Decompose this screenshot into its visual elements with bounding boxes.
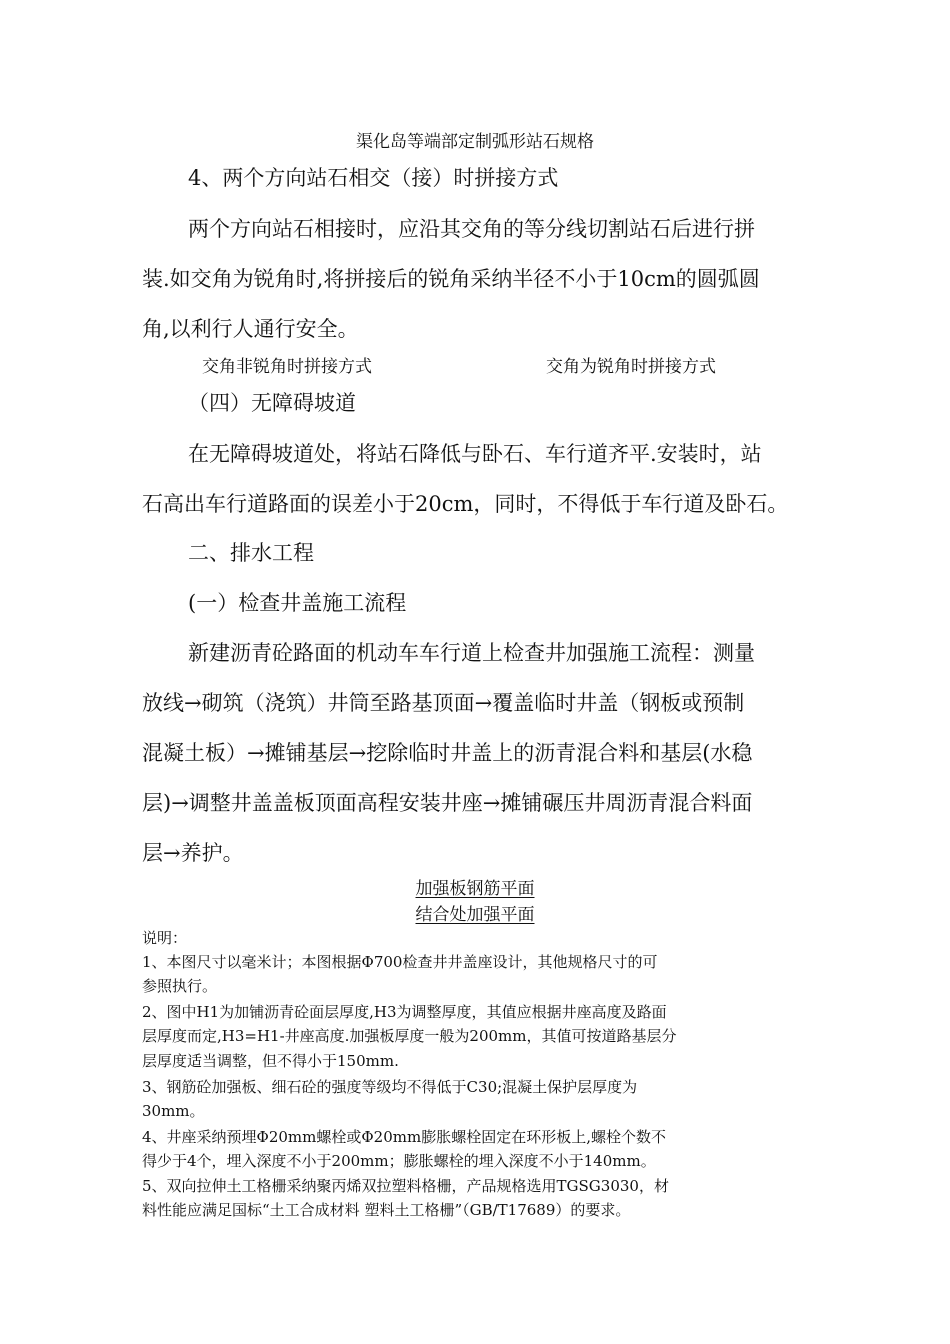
paragraph-line: 放线→砌筑（浇筑）井筒至路基顶面→覆盖临时井盖（钢板或预制 — [142, 691, 745, 715]
note-line: 4、井座采纳预埋Φ20mm螺栓或Φ20mm膨胀螺栓固定在环形板上,螺栓个数不 — [142, 1128, 666, 1146]
notes-label: 说明： — [142, 929, 188, 947]
figure-caption-left: 交角非锐角时拼接方式 — [202, 357, 372, 377]
chapter-2-heading: 二、排水工程 — [188, 541, 314, 565]
paragraph-line: 角,以利行人通行安全。 — [142, 317, 359, 341]
note-line: 层厚度而定,H3=H1-井座高度.加强板厚度一般为200mm，其值可按道路基层分 — [142, 1027, 677, 1045]
note-line: 2、图中H1为加铺沥青砼面层厚度,H3为调整厚度，其值应根据井座高度及路面 — [142, 1003, 667, 1021]
section-si-heading: （四）无障碍坡道 — [188, 391, 356, 415]
note-line: 30mm。 — [142, 1102, 205, 1120]
paragraph-line: 混凝土板）→摊铺基层→挖除临时井盖上的沥青混合料和基层(水稳 — [142, 741, 753, 765]
note-line: 料性能应满足国标“土工合成材料 塑料土工格栅”（GB/T17689）的要求。 — [142, 1201, 631, 1219]
note-line: 3、钢筋砼加强板、细石砼的强度等级均不得低于C30;混凝土保护层厚度为 — [142, 1078, 638, 1096]
drawing-title: 加强板钢筋平面 — [415, 879, 535, 899]
note-line: 5、双向拉伸土工格栅采纳聚丙烯双拉塑料格栅，产品规格选用TGSG3030，材 — [142, 1177, 669, 1195]
paragraph-line: 两个方向站石相接时，应沿其交角的等分线切割站石后进行拼 — [188, 217, 755, 241]
note-line: 1、本图尺寸以毫米计；本图根据Φ700检查井井盖座设计，其他规格尺寸的可 — [142, 953, 658, 971]
note-line: 得少于4个，埋入深度不小于200mm；膨胀螺栓的埋入深度不小于140mm。 — [142, 1152, 656, 1170]
figure-caption-right: 交角为锐角时拼接方式 — [546, 357, 716, 377]
paragraph-line: 在无障碍坡道处，将站石降低与卧石、车行道齐平.安装时，站 — [188, 442, 762, 466]
paragraph-line: 新建沥青砼路面的机动车车行道上检查井加强施工流程：测量 — [188, 641, 755, 665]
paragraph-line: 层→养护。 — [142, 841, 244, 865]
section-4-heading: 4、两个方向站石相交（接）时拼接方式 — [188, 166, 559, 190]
section-1-heading: (一）检查井盖施工流程 — [188, 591, 407, 615]
paragraph-line: 层)→调整井盖盖板顶面高程安装井座→摊铺碾压井周沥青混合料面 — [142, 791, 753, 815]
note-line: 参照执行。 — [142, 977, 218, 995]
drawing-title: 结合处加强平面 — [415, 905, 535, 925]
caption-top: 渠化岛等端部定制弧形站石规格 — [356, 132, 594, 152]
paragraph-line: 装.如交角为锐角时,将拼接后的锐角采纳半径不小于10cm的圆弧圆 — [142, 267, 760, 291]
paragraph-line: 石高出车行道路面的误差小于20cm，同时，不得低于车行道及卧石。 — [142, 492, 789, 516]
note-line: 层厚度适当调整，但不得小于150mm. — [142, 1052, 399, 1070]
